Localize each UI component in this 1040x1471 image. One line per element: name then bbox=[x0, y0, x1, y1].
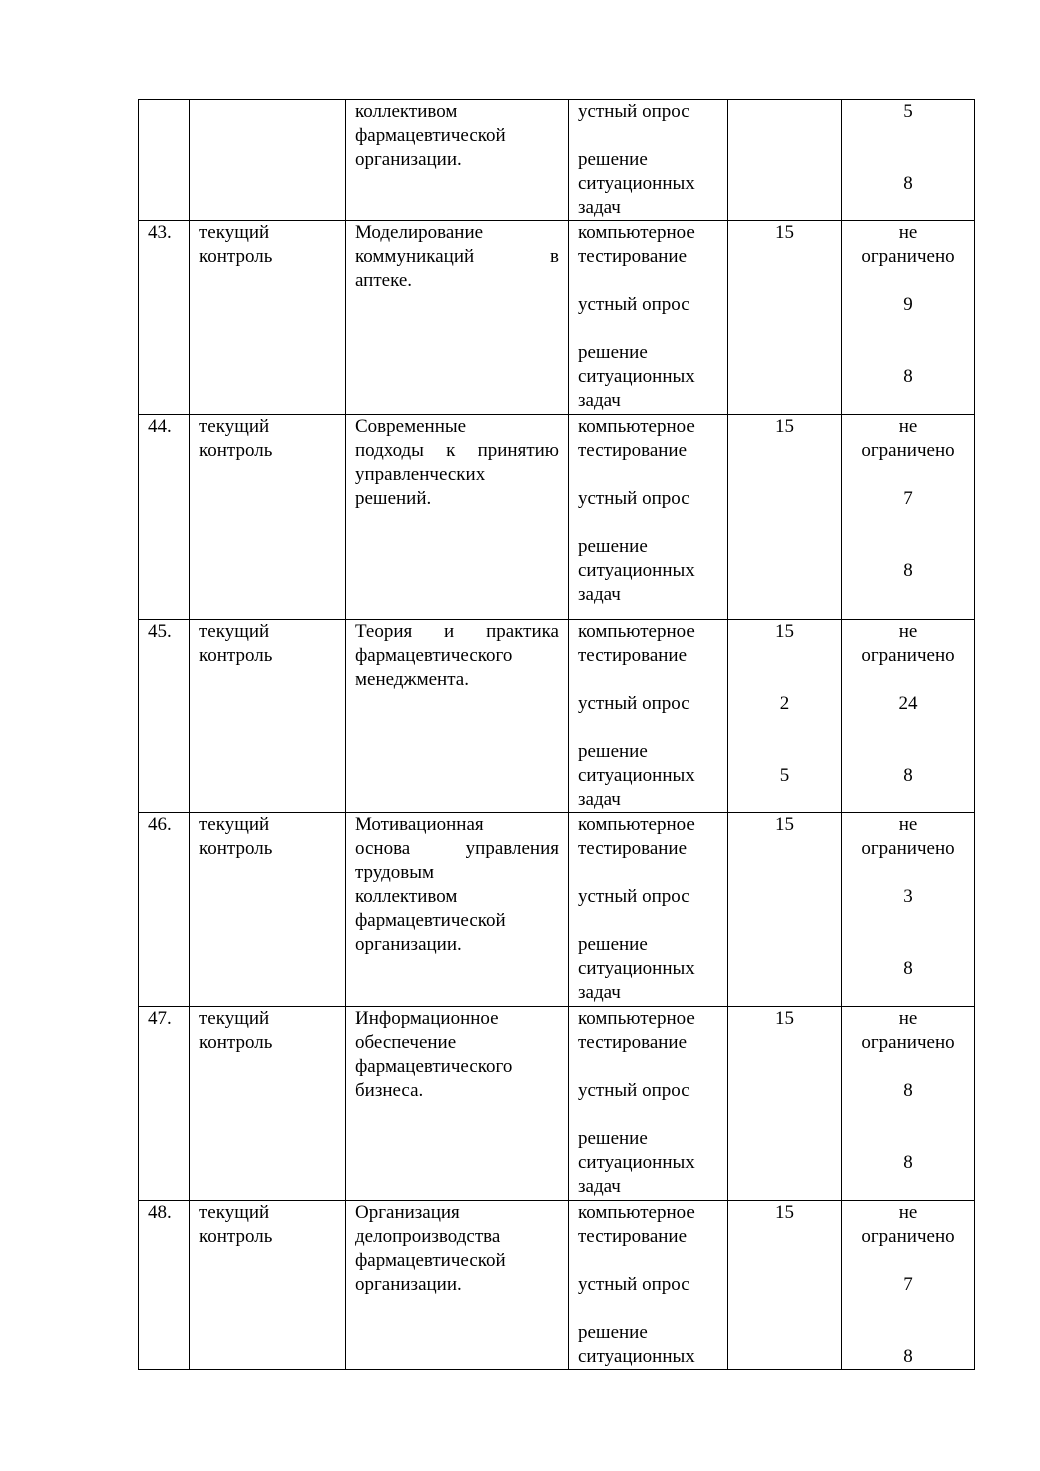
cell-line: менеджмента. bbox=[355, 669, 469, 690]
control-type-cell bbox=[190, 100, 346, 221]
cell-line: текущий bbox=[199, 1008, 270, 1029]
cell-line: компьютерное bbox=[578, 1008, 695, 1029]
cell-line: не bbox=[898, 1008, 918, 1029]
cell-line: трудовым bbox=[355, 862, 435, 883]
variants-cell bbox=[842, 221, 975, 415]
row-number-text: 48. bbox=[148, 1202, 172, 1223]
cell-line: управленческих bbox=[355, 464, 486, 485]
variants-cell bbox=[842, 813, 975, 1007]
cell-line: решение bbox=[578, 1322, 648, 1343]
cell-line bbox=[728, 740, 841, 764]
cell-line: текущий bbox=[199, 416, 270, 437]
cell-line bbox=[578, 1103, 727, 1127]
cell-line: тестирование bbox=[578, 246, 688, 267]
cell-line: задач bbox=[578, 584, 621, 605]
cell-line: текущий bbox=[199, 621, 270, 642]
cell-line: устный опрос bbox=[578, 1274, 690, 1295]
cell-line: компьютерное bbox=[578, 621, 695, 642]
control-type-cell bbox=[190, 221, 346, 415]
table-row bbox=[139, 100, 975, 221]
assessment-method-cell bbox=[569, 100, 728, 221]
cell-line: текущий bbox=[199, 222, 270, 243]
cell-line bbox=[728, 1225, 841, 1249]
cell-line: устный опрос bbox=[578, 1080, 690, 1101]
row-number bbox=[139, 100, 190, 221]
cell-line bbox=[842, 196, 974, 220]
cell-line bbox=[842, 668, 974, 692]
assessment-method-cell bbox=[569, 415, 728, 620]
count-cell bbox=[728, 1007, 842, 1201]
cell-line: текущий bbox=[199, 814, 270, 835]
row-number-text: 43. bbox=[148, 222, 172, 243]
topic-cell bbox=[346, 620, 569, 813]
row-number-text: 45. bbox=[148, 621, 172, 642]
cell-line: фармацевтического bbox=[355, 1056, 513, 1077]
cell-line: решение bbox=[578, 342, 648, 363]
cell-line bbox=[842, 583, 974, 607]
control-type-cell bbox=[190, 415, 346, 620]
row-number bbox=[139, 415, 190, 620]
row-number-text: 46. bbox=[148, 814, 172, 835]
cell-line bbox=[842, 341, 974, 365]
cell-line: аптеке. bbox=[355, 270, 413, 291]
control-type-cell bbox=[190, 1201, 346, 1370]
cell-line bbox=[578, 124, 727, 148]
cell-line bbox=[842, 269, 974, 293]
count-cell bbox=[728, 415, 842, 620]
cell-line bbox=[728, 317, 841, 341]
assessment-method-cell bbox=[569, 1007, 728, 1201]
cell-line bbox=[728, 100, 841, 124]
cell-line bbox=[842, 716, 974, 740]
cell-line: обеспечение bbox=[355, 1032, 457, 1053]
cell-line: решение bbox=[578, 536, 648, 557]
assessment-method-cell bbox=[569, 221, 728, 415]
cell-line: Современные bbox=[355, 416, 467, 437]
variants-cell bbox=[842, 100, 975, 221]
cell-line: устный опрос bbox=[578, 693, 690, 714]
table-row bbox=[139, 620, 975, 813]
control-type-cell bbox=[190, 813, 346, 1007]
cell-line bbox=[842, 740, 974, 764]
cell-line: ограничено bbox=[861, 645, 955, 666]
cell-line: ограничено bbox=[861, 838, 955, 859]
count-cell bbox=[728, 620, 842, 813]
cell-line bbox=[842, 1055, 974, 1079]
cell-line: контроль bbox=[199, 246, 273, 267]
cell-line: тестирование bbox=[578, 1226, 688, 1247]
cell-line bbox=[728, 245, 841, 269]
cell-line: 15 bbox=[775, 222, 794, 243]
table-row bbox=[139, 221, 975, 415]
cell-line: 2 bbox=[779, 693, 790, 714]
cell-line bbox=[728, 933, 841, 957]
cell-line: не bbox=[898, 416, 918, 437]
cell-line: ситуационных bbox=[578, 173, 695, 194]
cell-line bbox=[728, 788, 841, 812]
cell-line: контроль bbox=[199, 1226, 273, 1247]
cell-line: делопроизводства bbox=[355, 1226, 501, 1247]
row-number-text: 44. bbox=[148, 416, 172, 437]
variants-cell bbox=[842, 1007, 975, 1201]
cell-line bbox=[578, 861, 727, 885]
cell-line bbox=[728, 861, 841, 885]
cell-line: ситуационных bbox=[578, 366, 695, 387]
cell-line bbox=[728, 269, 841, 293]
count-cell bbox=[728, 1201, 842, 1370]
cell-line: организации. bbox=[355, 1274, 462, 1295]
cell-line bbox=[728, 439, 841, 463]
cell-line bbox=[578, 1055, 727, 1079]
cell-line bbox=[578, 511, 727, 535]
cell-line: 15 bbox=[775, 1008, 794, 1029]
cell-line: ситуационных bbox=[578, 958, 695, 979]
cell-line: 9 bbox=[903, 294, 913, 315]
control-type-cell bbox=[190, 620, 346, 813]
cell-line bbox=[842, 981, 974, 1005]
cell-line bbox=[728, 1345, 841, 1369]
cell-line bbox=[728, 1031, 841, 1055]
cell-line: 8 bbox=[903, 1152, 913, 1173]
cell-line: тестирование bbox=[578, 1032, 688, 1053]
cell-line: 8 bbox=[903, 366, 913, 387]
cell-line bbox=[728, 1175, 841, 1199]
cell-line: 8 bbox=[903, 765, 913, 786]
cell-line: подходы к принятию bbox=[355, 440, 559, 461]
cell-line: коммуникаций в bbox=[355, 246, 559, 267]
cell-line: решений. bbox=[355, 488, 432, 509]
cell-line: 3 bbox=[903, 886, 913, 907]
cell-line: не bbox=[898, 814, 918, 835]
cell-line: ситуационных bbox=[578, 1152, 695, 1173]
topic-cell bbox=[346, 1007, 569, 1201]
count-cell bbox=[728, 221, 842, 415]
cell-line: Моделирование bbox=[355, 222, 484, 243]
cell-line: компьютерное bbox=[578, 222, 695, 243]
cell-line: компьютерное bbox=[578, 1202, 695, 1223]
cell-line: 15 bbox=[775, 621, 794, 642]
cell-line bbox=[842, 909, 974, 933]
cell-line bbox=[728, 535, 841, 559]
cell-line: основа управления bbox=[355, 838, 559, 859]
cell-line bbox=[728, 1127, 841, 1151]
cell-line bbox=[728, 885, 841, 909]
cell-line: тестирование bbox=[578, 645, 688, 666]
cell-line bbox=[842, 535, 974, 559]
cell-line: ситуационных bbox=[578, 1346, 695, 1367]
cell-line: решение bbox=[578, 149, 648, 170]
cell-line bbox=[728, 124, 841, 148]
cell-line: организации. bbox=[355, 934, 462, 955]
cell-line bbox=[728, 837, 841, 861]
cell-line bbox=[728, 583, 841, 607]
cell-line: Информационное bbox=[355, 1008, 499, 1029]
cell-line: 5 bbox=[903, 101, 913, 122]
cell-line: решение bbox=[578, 1128, 648, 1149]
cell-line: организации. bbox=[355, 149, 462, 170]
cell-line bbox=[842, 1249, 974, 1273]
cell-line bbox=[728, 196, 841, 220]
cell-line bbox=[728, 1297, 841, 1321]
cell-line: 7 bbox=[903, 488, 913, 509]
cell-line bbox=[578, 1297, 727, 1321]
cell-line: 8 bbox=[903, 958, 913, 979]
cell-line bbox=[842, 389, 974, 413]
cell-line: контроль bbox=[199, 838, 273, 859]
cell-line: ограничено bbox=[861, 246, 955, 267]
cell-line bbox=[728, 1273, 841, 1297]
cell-line bbox=[728, 909, 841, 933]
cell-line bbox=[842, 933, 974, 957]
cell-line: фармацевтической bbox=[355, 125, 506, 146]
cell-line bbox=[728, 365, 841, 389]
cell-line: текущий bbox=[199, 1202, 270, 1223]
cell-line bbox=[728, 1103, 841, 1127]
row-number bbox=[139, 1201, 190, 1370]
cell-line bbox=[728, 644, 841, 668]
cell-line bbox=[728, 293, 841, 317]
cell-line bbox=[842, 1175, 974, 1199]
cell-line: тестирование bbox=[578, 440, 688, 461]
cell-line: контроль bbox=[199, 645, 273, 666]
cell-line: компьютерное bbox=[578, 814, 695, 835]
table-row bbox=[139, 1201, 975, 1370]
cell-line: ограничено bbox=[861, 1032, 955, 1053]
cell-line bbox=[578, 463, 727, 487]
cell-line bbox=[842, 317, 974, 341]
cell-line: коллективом bbox=[355, 101, 458, 122]
cell-line bbox=[728, 1151, 841, 1175]
topic-cell bbox=[346, 415, 569, 620]
count-cell bbox=[728, 100, 842, 221]
assessment-table bbox=[138, 99, 975, 1370]
cell-line: задач bbox=[578, 197, 621, 218]
cell-line bbox=[728, 148, 841, 172]
cell-line bbox=[842, 788, 974, 812]
cell-line bbox=[728, 1055, 841, 1079]
cell-line bbox=[578, 1249, 727, 1273]
cell-line bbox=[842, 124, 974, 148]
cell-line: Организация bbox=[355, 1202, 460, 1223]
cell-line bbox=[728, 1249, 841, 1273]
cell-line: устный опрос bbox=[578, 886, 690, 907]
cell-line: 8 bbox=[903, 1080, 913, 1101]
topic-cell bbox=[346, 1201, 569, 1370]
cell-line: 15 bbox=[775, 814, 794, 835]
cell-line bbox=[728, 1079, 841, 1103]
cell-line: тестирование bbox=[578, 838, 688, 859]
cell-line bbox=[842, 1321, 974, 1345]
cell-line: контроль bbox=[199, 440, 273, 461]
cell-line: не bbox=[898, 222, 918, 243]
cell-line bbox=[728, 511, 841, 535]
cell-line bbox=[728, 668, 841, 692]
cell-line: 15 bbox=[775, 416, 794, 437]
variants-cell bbox=[842, 620, 975, 813]
variants-cell bbox=[842, 415, 975, 620]
assessment-method-cell bbox=[569, 1201, 728, 1370]
cell-line bbox=[728, 389, 841, 413]
cell-line: коллективом bbox=[355, 886, 458, 907]
row-number bbox=[139, 221, 190, 415]
cell-line: решение bbox=[578, 741, 648, 762]
cell-line: ситуационных bbox=[578, 560, 695, 581]
cell-line: задач bbox=[578, 982, 621, 1003]
cell-line bbox=[578, 909, 727, 933]
cell-line: 8 bbox=[903, 1346, 913, 1367]
cell-line: фармацевтической bbox=[355, 1250, 506, 1271]
cell-line bbox=[728, 341, 841, 365]
cell-line bbox=[578, 668, 727, 692]
cell-line: фармацевтической bbox=[355, 910, 506, 931]
assessment-method-cell bbox=[569, 813, 728, 1007]
cell-line: решение bbox=[578, 934, 648, 955]
cell-line: устный опрос bbox=[578, 101, 690, 122]
topic-cell bbox=[346, 100, 569, 221]
cell-line bbox=[842, 861, 974, 885]
cell-line bbox=[842, 463, 974, 487]
table-row bbox=[139, 1007, 975, 1201]
cell-line bbox=[728, 1321, 841, 1345]
cell-line: контроль bbox=[199, 1032, 273, 1053]
cell-line: задач bbox=[578, 1176, 621, 1197]
cell-line: Теория и практика bbox=[355, 621, 559, 642]
cell-line: бизнеса. bbox=[355, 1080, 424, 1101]
cell-line bbox=[728, 981, 841, 1005]
cell-line bbox=[842, 1127, 974, 1151]
cell-line bbox=[842, 148, 974, 172]
cell-line: 5 bbox=[779, 765, 790, 786]
cell-line: 7 bbox=[903, 1274, 913, 1295]
row-number bbox=[139, 620, 190, 813]
row-number bbox=[139, 813, 190, 1007]
cell-line: устный опрос bbox=[578, 488, 690, 509]
cell-line bbox=[578, 716, 727, 740]
cell-line bbox=[842, 511, 974, 535]
cell-line: 24 bbox=[898, 693, 918, 714]
control-type-cell bbox=[190, 1007, 346, 1201]
cell-line: фармацевтического bbox=[355, 645, 513, 666]
cell-line bbox=[728, 716, 841, 740]
cell-line: не bbox=[898, 621, 918, 642]
cell-line bbox=[728, 463, 841, 487]
cell-line bbox=[728, 172, 841, 196]
row-number-text: 47. bbox=[148, 1008, 172, 1029]
cell-line: ограничено bbox=[861, 440, 955, 461]
table-row bbox=[139, 415, 975, 620]
table-body bbox=[139, 100, 975, 1370]
cell-line bbox=[728, 559, 841, 583]
topic-cell bbox=[346, 813, 569, 1007]
cell-line: устный опрос bbox=[578, 294, 690, 315]
cell-line: компьютерное bbox=[578, 416, 695, 437]
cell-line bbox=[578, 317, 727, 341]
topic-cell bbox=[346, 221, 569, 415]
row-number bbox=[139, 1007, 190, 1201]
count-cell bbox=[728, 813, 842, 1007]
cell-line: ограничено bbox=[861, 1226, 955, 1247]
cell-line bbox=[728, 487, 841, 511]
cell-line bbox=[842, 1103, 974, 1127]
cell-line: задач bbox=[578, 390, 621, 411]
variants-cell bbox=[842, 1201, 975, 1370]
table-row bbox=[139, 813, 975, 1007]
assessment-method-cell bbox=[569, 620, 728, 813]
cell-line bbox=[728, 957, 841, 981]
cell-line: 8 bbox=[903, 173, 913, 194]
cell-line: Мотивационная bbox=[355, 814, 484, 835]
cell-line: не bbox=[898, 1202, 918, 1223]
cell-line: задач bbox=[578, 789, 621, 810]
cell-line: 8 bbox=[903, 560, 913, 581]
row-number-text bbox=[148, 100, 189, 124]
cell-line: ситуационных bbox=[578, 765, 695, 786]
cell-line bbox=[842, 1297, 974, 1321]
cell-line: 15 bbox=[775, 1202, 794, 1223]
cell-line bbox=[578, 269, 727, 293]
